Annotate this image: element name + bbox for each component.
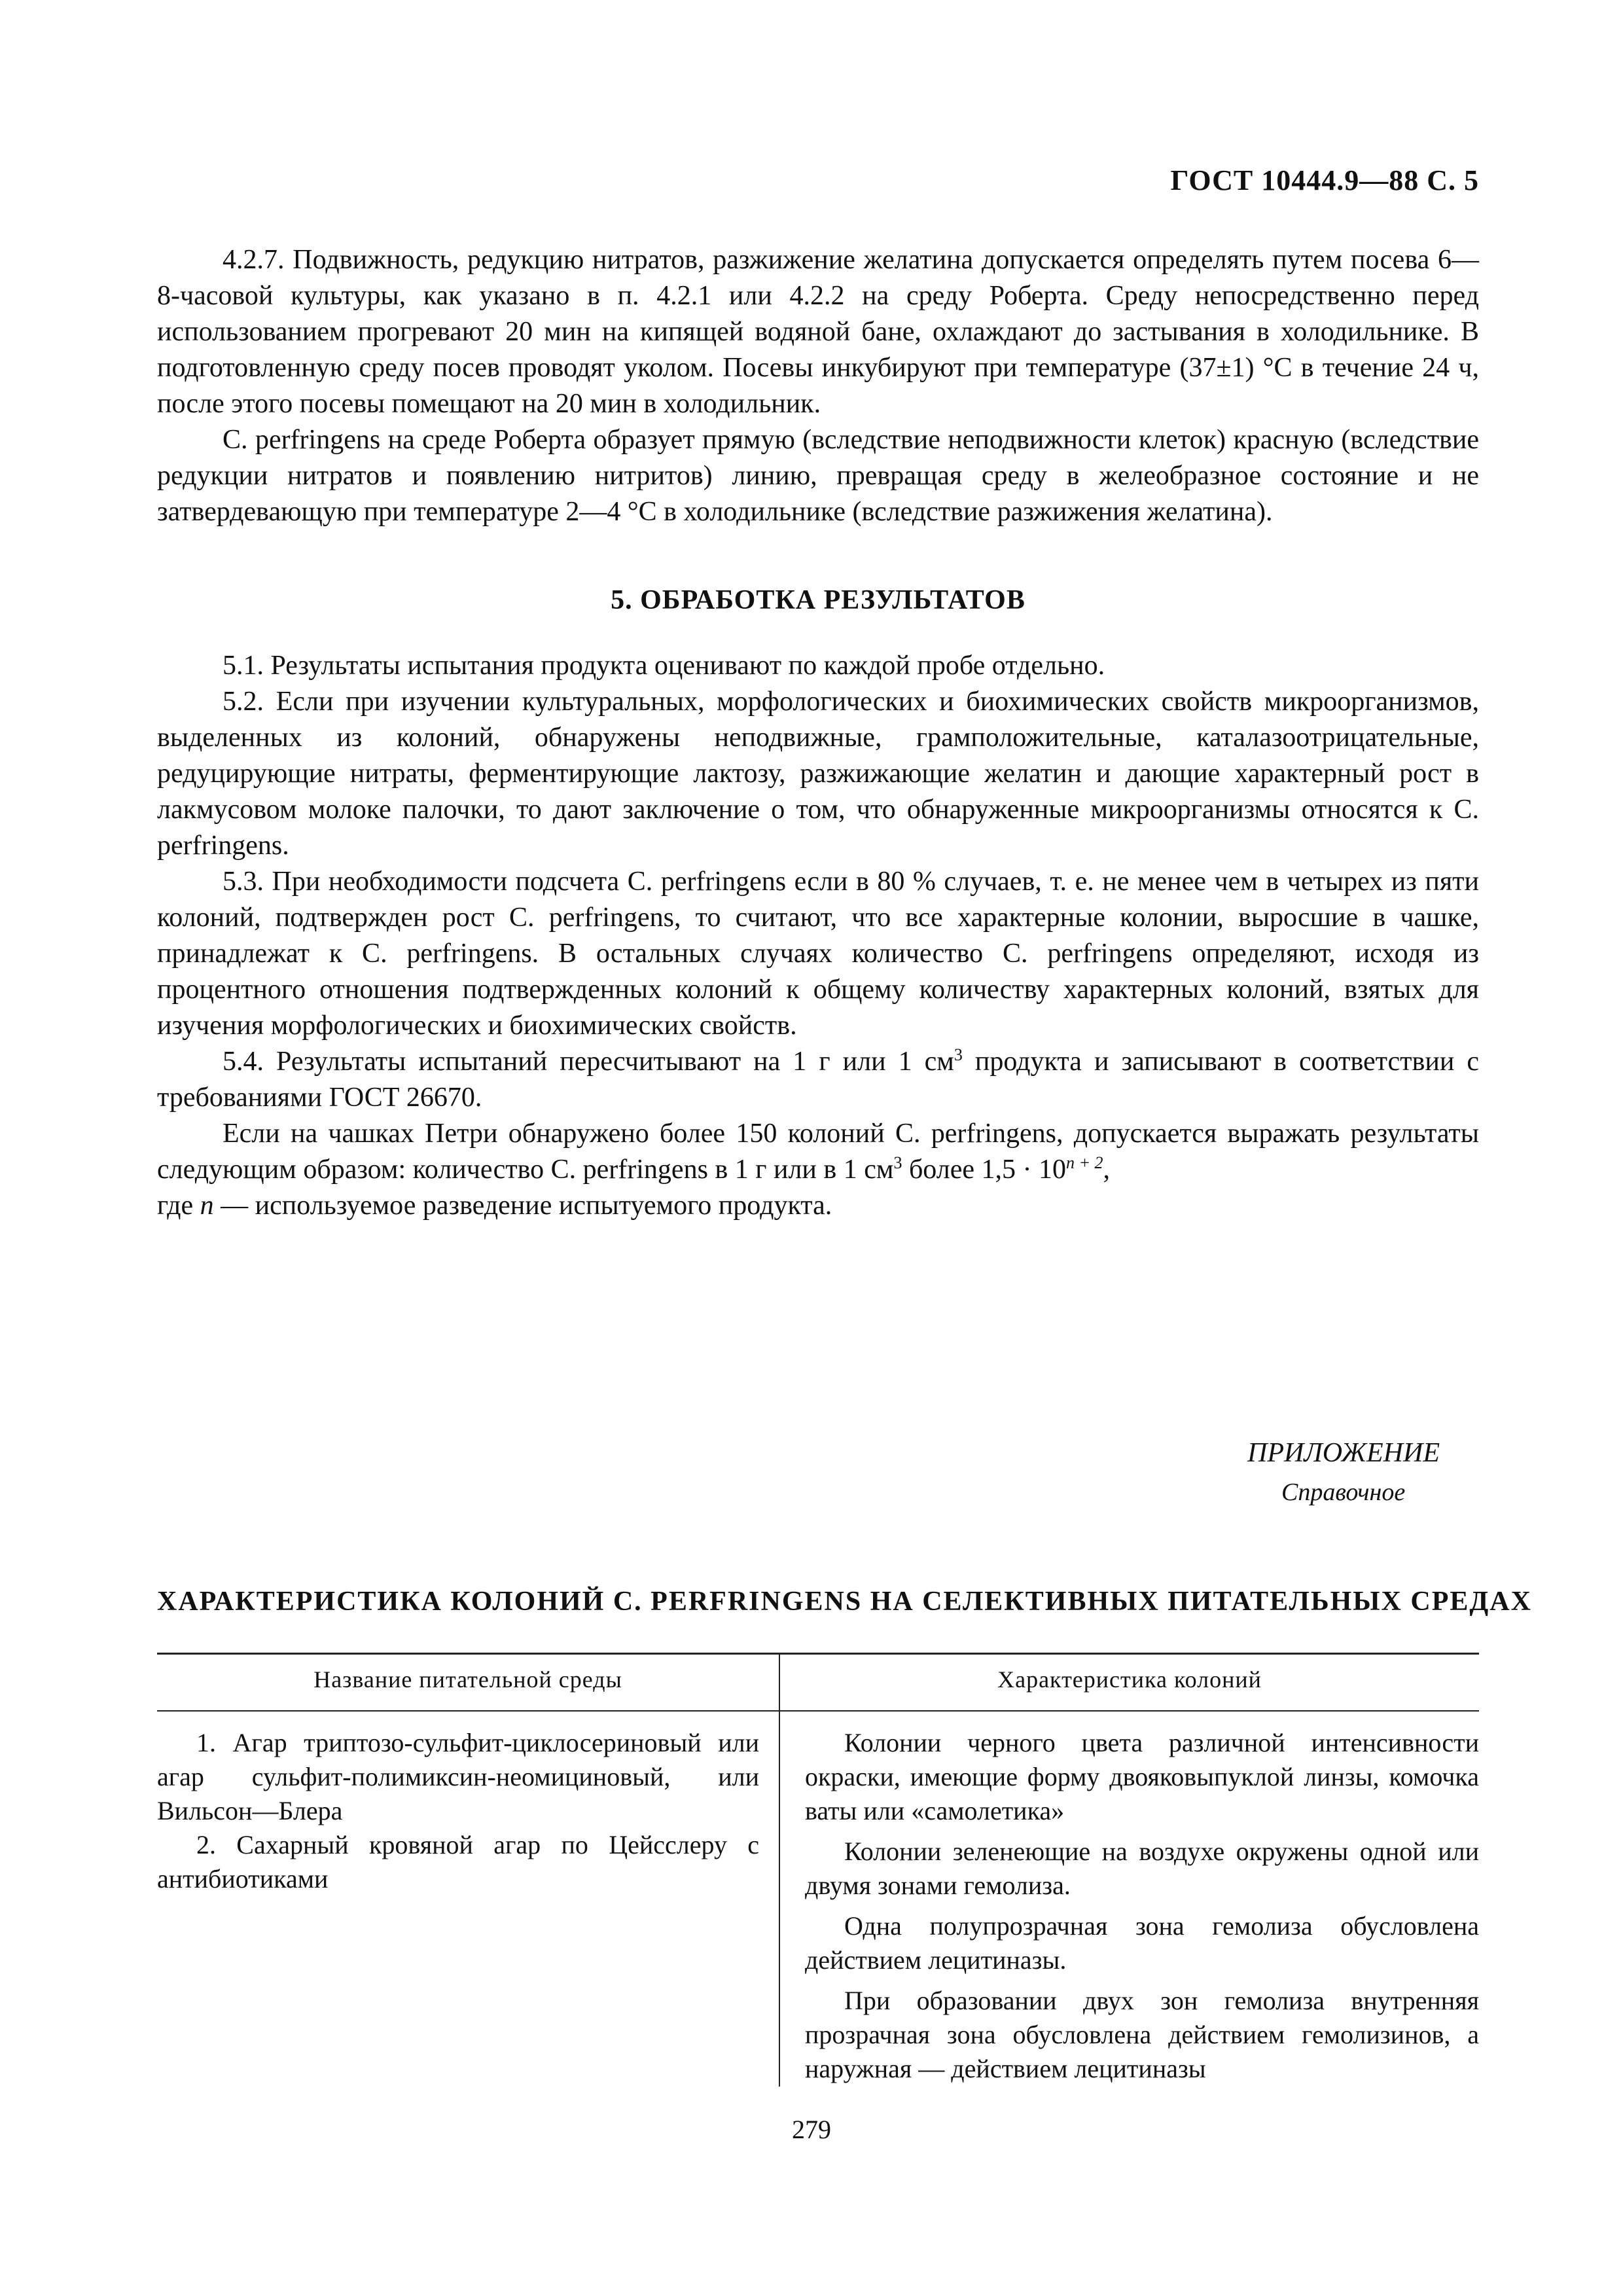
section-5-title: 5. ОБРАБОТКА РЕЗУЛЬТАТОВ [611,585,1026,615]
p5-superscript-2: n + 2 [1065,1153,1103,1172]
paragraph-5-2: 5.2. Если при изучении культуральных, морфологических и биохимических свойств микроорганизмов, выделенных из колоний, обнаружены неподвижные, грамположительные, каталазоотрицательные, редуцирующие нитраты, ферментирующие лактозу, разжижающие желатин и дающие характерный рост в лакмусовом молоке палочки, то дают заключение о том, что обнаруженные микроорганизмы относятся к C. perfringens. [157,687,1479,861]
paragraph-5-1: 5.1. Результаты испытания продукта оценивают по каждой пробе отдельно. [223,651,1105,681]
section-4-text [157,242,1479,530]
p6-text-1: где [157,1191,200,1221]
paragraph-5-3: 5.3. При необходимости подсчета C. perfringens если в 80 % случаев, т. е. не менее чем в четырех из пяти колоний, подтвержден рост C. perfringens, то считают, что все характерные колонии, выросшие в чашке, принадлежат к C. perfringens. В остальных случаях количество C. perfringens определяют, исходя из процентного отношения подтвержденных колоний к общему количеству характерных колоний, взятых для изучения морфологических и биохимических свойств. [157,867,1479,1041]
page-number: 279 [792,2115,831,2144]
appendix-title: ХАРАКТЕРИСТИКА КОЛОНИЙ C. PERFRINGENS НА СЕЛЕКТИВНЫХ ПИТАТЕЛЬНЫХ СРЕДАХ [157,1587,1532,1617]
p5-text-2: более 1,5 · 10 [902,1155,1066,1185]
table-top-rule [157,1653,1479,1655]
table-header-characteristic: Характеристика колоний [997,1666,1262,1693]
p4-superscript: 3 [954,1045,963,1064]
paragraph-4-2-7: 4.2.7. Подвижность, редукцию нитратов, разжижение желатина допускается определять путем посева 6—8-часовой культуры, как указано в п. 4.2.1 или 4.2.2 на среду Роберта. Среду непосредственно перед использованием прогревают 20 мин на кипящей водяной бане, охлаждают до застывания в холодильнике. В подготовленную среду посев проводят уколом. Посевы инкубируют при температуре (37±1) °С в течение 24 ч, после этого посевы помещают на 20 мин в холодильник. [157,245,1479,419]
table-header-medium: Название питательной среды [313,1666,622,1693]
p5-text-3: , [1103,1155,1111,1185]
table-column-characteristics [805,1726,1479,2092]
table-header-rule [157,1710,1479,1712]
p5-text-1: Если на чашках Петри обнаружено более 150 колоний C. perfringens, допускается выражать результаты следующим образом: количество C. perfringens в 1 г или в 1 см [157,1119,1479,1185]
table-column-media [157,1726,759,1896]
characteristic-2: Колонии зеленеющие на воздухе окружены одной или двумя зонами гемолиза. [805,1837,1479,1900]
paragraph-where-n [157,1188,1479,1224]
paragraph-5-4 [157,1044,1479,1116]
medium-1: 1. Агар триптозо-сульфит-циклосериновый или агар сульфит-полимиксин-неомициновый, или Вильсон—Блера [157,1728,759,1825]
colonies-table [157,1653,1479,2087]
appendix-type: Справочное [1281,1479,1406,1506]
medium-2: 2. Сахарный кровяной агар по Цейсслеру с антибиотиками [157,1830,759,1893]
characteristic-3: Одна полупрозрачная зона гемолиза обусловлена действием лецитиназы. [805,1911,1479,1975]
characteristic-1: Колонии черного цвета различной интенсивности окраски, имеющие форму двояковыпуклой линзы, комочка ваты или «самолетика» [805,1728,1479,1825]
paragraph-petri [157,1116,1479,1188]
p5-superscript-1: 3 [893,1153,902,1172]
paragraph-perfringens-roberts: C. perfringens на среде Роберта образует прямую (вследствие неподвижности клеток) красную (вследствие редукции нитратов и появлению нитритов) линию, превращая среду в желеобразное состояние и не затвердевающую при температуре 2—4 °С в холодильнике (вследствие разжижения желатина). [157,425,1479,527]
table-column-divider [779,1653,780,2087]
p6-variable: n [200,1191,214,1221]
appendix-label: ПРИЛОЖЕНИЕ [1247,1438,1440,1468]
p4-text-1: 5.4. Результаты испытаний пересчитывают на 1 г или 1 см [223,1047,954,1077]
p6-text-2: — используемое разведение испытуемого продукта. [213,1191,832,1221]
characteristic-4: При образовании двух зон гемолиза внутренняя прозрачная зона обусловлена действием гемолизинов, а наружная — действием лецитиназы [805,1986,1479,2083]
p4-text-2: продукта и записывают в соответствии с требованиями ГОСТ 26670. [157,1047,1479,1113]
running-header: ГОСТ 10444.9—88 С. 5 [1170,164,1479,196]
appendix-label-block [1230,1433,1440,1512]
section-5-text [157,648,1479,1224]
